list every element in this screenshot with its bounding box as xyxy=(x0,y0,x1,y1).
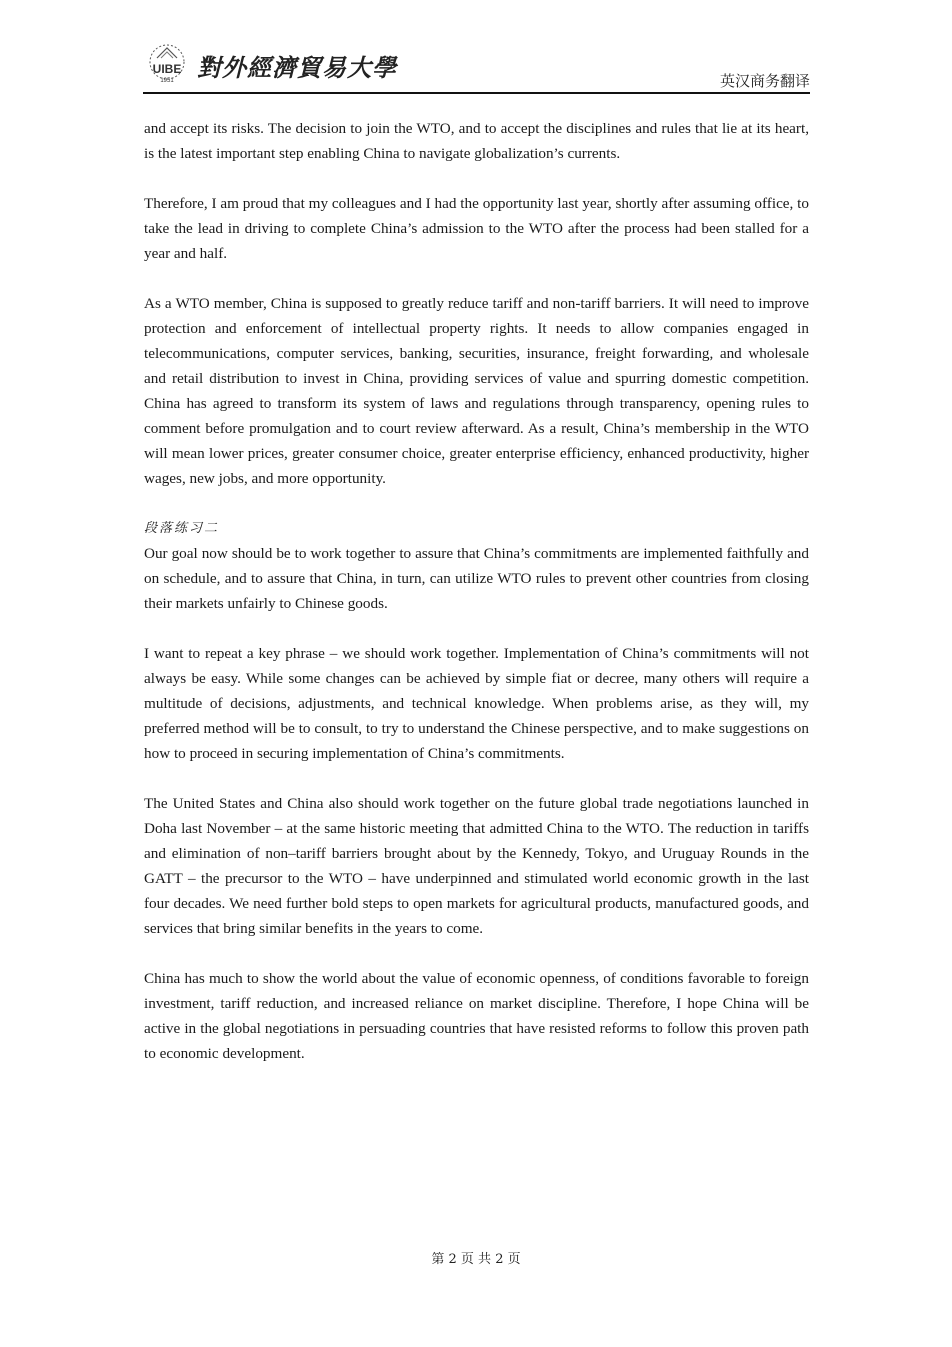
page-number: 第 2 页 共 2 页 xyxy=(431,1252,521,1267)
paragraph: China has much to show the world about the value of economic openness, of conditions favorable to foreign investment, tariff reduction, and increased reliance on market discipline. Therefore, I hope China will be active in the global negotiations in persuading countries that have resisted reforms to follow this proven path to economic development. xyxy=(144,970,809,1062)
paragraph: I want to repeat a key phrase – we should work together. Implementation of China’s commitments will not always be easy. While some changes can be achieved by simple fiat or decree, many others will require a multitude of decisions, adjustments, and technical knowledge. When problems arise, as they will, my preferred method will be to consult, to try to understand the Chinese perspective, and to make suggestions on how to proceed in securing implementation of China’s commitments. xyxy=(144,645,809,762)
paragraph: The United States and China also should work together on the future global trade negotiations launched in Doha last November – at the same historic meeting that admitted China to the WTO. The reduction in tariffs and elimination of non–tariff barriers brought about by the Kennedy, Tokyo, and Uruguay Rounds in the GATT – the precursor to the WTO – have underpinned and stimulated world economic growth in the last four decades. We need further bold steps to open markets for agricultural products, manufactured goods, and services that bring similar benefits in the years to come. xyxy=(144,795,809,937)
section-heading: 段落练习二 xyxy=(144,521,220,536)
university-seal-icon xyxy=(143,40,191,88)
page-header xyxy=(143,40,810,92)
paragraph: As a WTO member, China is supposed to greatly reduce tariff and non-tariff barriers. It will need to improve protection and enforcement of intellectual property rights. It needs to allow companies engaged in telecommunications, computer services, banking, securities, insurance, freight forwarding, and wholesale and retail distribution to invest in China, providing services of value and spurring domestic competition. China has agreed to transform its system of laws and regulations through transparency, opening rules to comment before promulgation and to court review afterward. As a result, China’s membership in the WTO will mean lower prices, greater consumer choice, greater enterprise efficiency, enhanced productivity, higher wages, new jobs, and more opportunity. xyxy=(144,295,809,487)
document-body xyxy=(144,116,809,1091)
paragraph: Therefore, I am proud that my colleagues and I had the opportunity last year, shortly after assuming office, to take the lead in driving to complete China’s admission to the WTO after the process had been stalled for a year and half. xyxy=(144,195,809,262)
header-divider xyxy=(143,92,810,94)
logo-year: 1951 xyxy=(160,78,174,84)
university-name: 對外經濟貿易大學 xyxy=(197,53,397,82)
paragraph: and accept its risks. The decision to join the WTO, and to accept the disciplines and rules that lie at its heart, is the latest important step enabling China to navigate globalization’s currents. xyxy=(144,120,809,162)
paragraph: Our goal now should be to work together to assure that China’s commitments are implemented faithfully and on schedule, and to assure that China, in turn, can utilize WTO rules to prevent other countries from closing their markets unfairly to Chinese goods. xyxy=(144,545,809,612)
logo-text: UIBE xyxy=(152,62,182,76)
course-title: 英汉商务翻译 xyxy=(719,72,810,90)
